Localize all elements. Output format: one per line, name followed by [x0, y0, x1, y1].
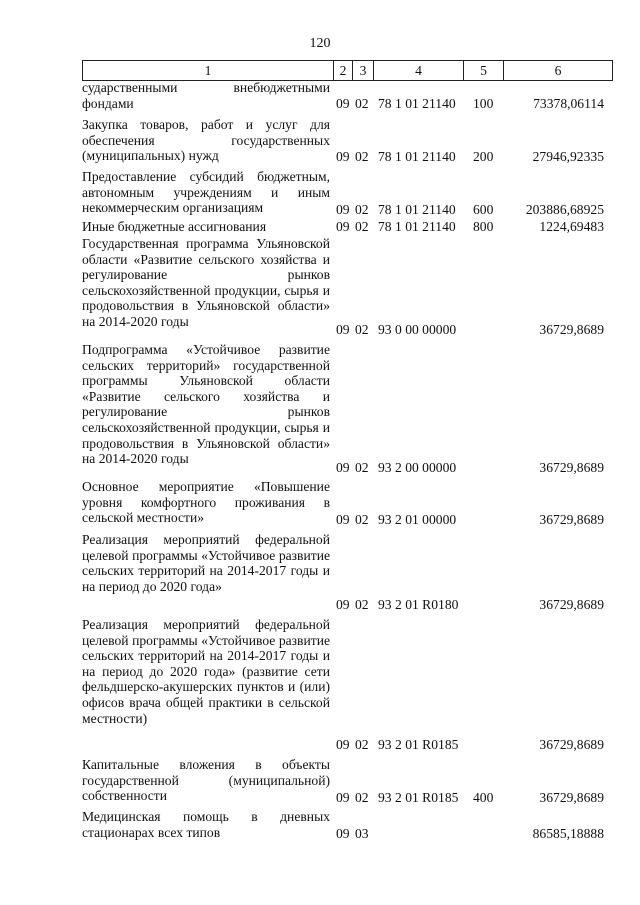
row-2-amount: 203886,68925: [525, 202, 604, 217]
row-10-section: 09: [336, 826, 350, 841]
row-1-subsection: 02: [355, 149, 369, 164]
row-9-amount: 36729,8689: [539, 790, 604, 805]
row-6-amount: 36729,8689: [539, 512, 604, 527]
row-3-description: Иные бюджетные ассигнования: [82, 219, 267, 234]
row-0-expense-type: 100: [473, 96, 494, 111]
row-1-expense-type: 200: [473, 149, 494, 164]
row-3-target-article: 78 1 01 21140: [378, 219, 456, 234]
row-7-amount: 36729,8689: [539, 597, 604, 612]
row-2-expense-type: 600: [473, 202, 494, 217]
row-8-subsection: 02: [355, 737, 369, 752]
row-6-description: Основное мероприятие «Повышение уровня комфортного проживания в сельской местности»: [82, 479, 330, 526]
row-4-description: Государственная программа Ульяновской области «Развитие сельского хозяйства и регулирование рынков сельскохозяйственной продукции, сырья и продовольствия в Ульяновской области» на 2014-2020 годы: [82, 236, 330, 329]
row-10-description: Медицинская помощь в дневных стационарах всех типов: [82, 809, 330, 840]
row-5-description: Подпрограмма «Устойчивое развитие сельских территорий» государственной программы Ульяновской области «Развитие сельского хозяйства и регулирование рынков сельскохозяйственной продукции, сырья и продовольствия в Ульяновской области» на 2014-2020 годы: [82, 342, 330, 467]
row-1-amount: 27946,92335: [532, 149, 604, 164]
row-8-target-article: 93 2 01 R0185: [378, 737, 459, 752]
row-1-target-article: 78 1 01 21140: [378, 149, 456, 164]
row-2-subsection: 02: [355, 202, 369, 217]
row-0-description: сударственными внебюджетными фондами: [82, 80, 330, 111]
row-3-subsection: 02: [355, 219, 369, 234]
row-0-subsection: 02: [355, 96, 369, 111]
row-10-amount: 86585,18888: [532, 826, 604, 841]
row-0-target-article: 78 1 01 21140: [378, 96, 456, 111]
row-3-section: 09: [336, 219, 350, 234]
page-number: 120: [309, 36, 331, 51]
row-4-section: 09: [336, 322, 350, 337]
row-6-section: 09: [336, 512, 350, 527]
row-5-section: 09: [336, 460, 350, 475]
row-7-target-article: 93 2 01 R0180: [378, 597, 459, 612]
row-0-section: 09: [336, 96, 350, 111]
row-9-subsection: 02: [355, 790, 369, 805]
row-10-subsection: 03: [355, 826, 369, 841]
row-3-expense-type: 800: [473, 219, 494, 234]
row-2-description: Предоставление субсидий бюджетным, автономным учреждениям и иным некоммерческим организациям: [82, 169, 330, 216]
header-col-6: 6: [504, 61, 613, 81]
row-7-description: Реализация мероприятий федеральной целевой программы «Устойчивое развитие сельских территорий на 2014-2017 годы и на период до 2020 года»: [82, 532, 330, 594]
row-7-subsection: 02: [355, 597, 369, 612]
header-col-2: 2: [334, 61, 353, 81]
row-3-amount: 1224,69483: [539, 219, 604, 234]
header-col-4: 4: [374, 61, 464, 81]
column-header-table: [82, 60, 613, 81]
row-8-section: 09: [336, 737, 350, 752]
row-1-section: 09: [336, 149, 350, 164]
row-9-section: 09: [336, 790, 350, 805]
row-5-target-article: 93 2 00 00000: [378, 460, 457, 475]
row-4-subsection: 02: [355, 322, 369, 337]
row-5-subsection: 02: [355, 460, 369, 475]
column-header-row: [83, 61, 613, 81]
row-9-expense-type: 400: [473, 790, 494, 805]
row-2-section: 09: [336, 202, 350, 217]
row-9-target-article: 93 2 01 R0185: [378, 790, 459, 805]
row-4-target-article: 93 0 00 00000: [378, 322, 457, 337]
row-8-description: Реализация мероприятий федеральной целевой программы «Устойчивое развитие сельских территорий на 2014-2017 годы и на период до 2020 года» (развитие сети фельдшерско-акушерских пунктов и (или) офисов врача общей практики в сельской местности): [82, 617, 330, 726]
row-2-target-article: 78 1 01 21140: [378, 202, 456, 217]
row-1-description: Закупка товаров, работ и услуг для обеспечения государственных (муниципальных) нужд: [82, 117, 330, 164]
header-col-3: 3: [353, 61, 374, 81]
row-4-amount: 36729,8689: [539, 322, 604, 337]
row-0-amount: 73378,06114: [533, 96, 604, 111]
header-col-5: 5: [464, 61, 504, 81]
row-6-target-article: 93 2 01 00000: [378, 512, 457, 527]
row-6-subsection: 02: [355, 512, 369, 527]
row-9-description: Капитальные вложения в объекты государственной (муниципальной) собственности: [82, 757, 330, 804]
header-col-1: 1: [83, 61, 334, 81]
row-8-amount: 36729,8689: [539, 737, 604, 752]
row-5-amount: 36729,8689: [539, 460, 604, 475]
row-7-section: 09: [336, 597, 350, 612]
